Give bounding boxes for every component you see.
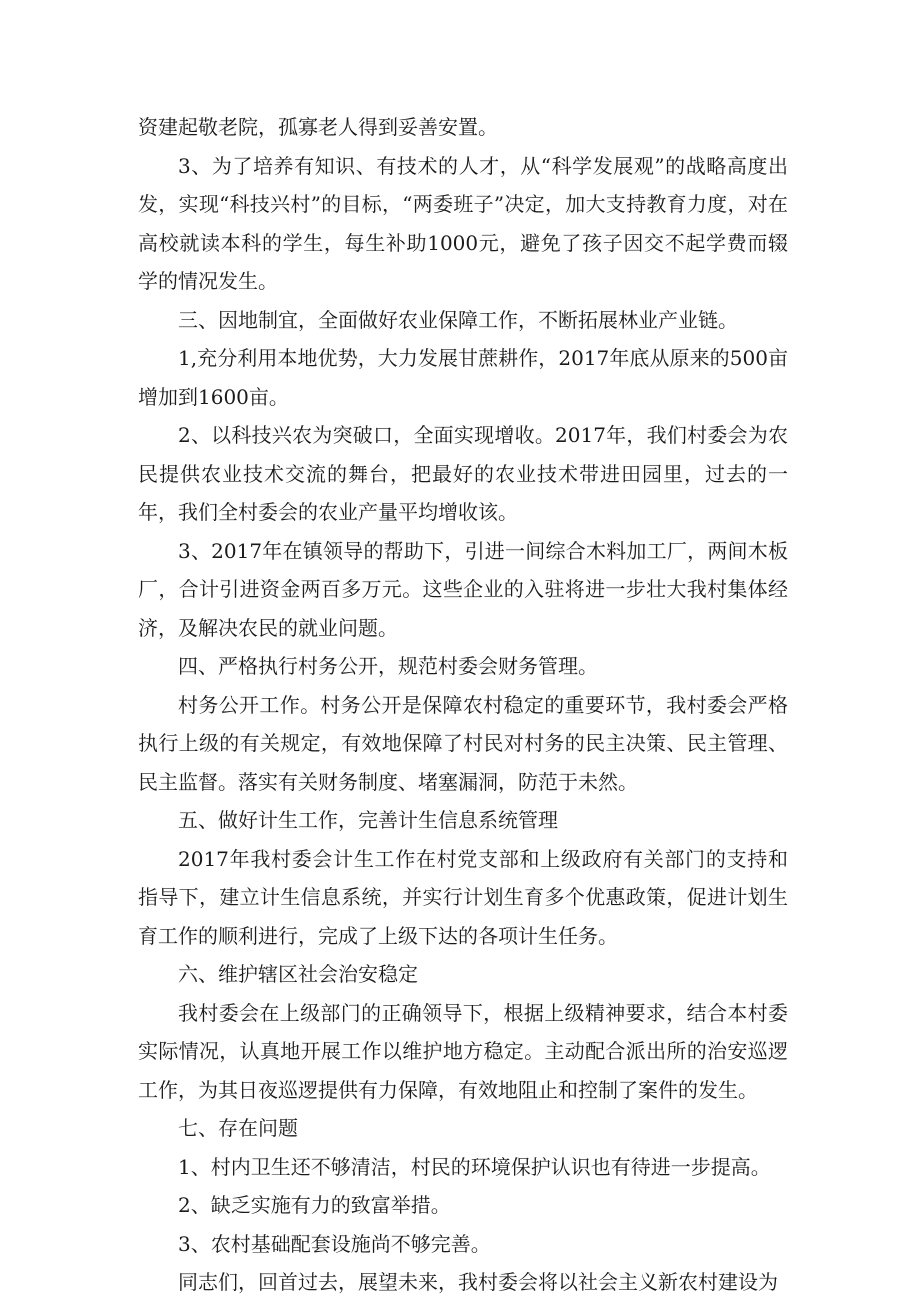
paragraph-wood-factory: 3、2017年在镇领导的帮助下，引进一间综合木料加工厂，两间木板厂，合计引进资金两百多万元。这些企业的入驻将进一步壮大我村集体经济，及解决农民的就业问题。 — [138, 538, 788, 640]
document-body — [138, 108, 788, 1302]
section-heading-village-affairs: 四、严格执行村务公开，规范村委会财务管理。 — [178, 654, 598, 678]
paragraph-continuation: 资建起敬老院，孤寡老人得到妥善安置。 — [138, 115, 498, 139]
section-heading-agriculture: 三、因地制宜，全面做好农业保障工作，不断拓展林业产业链。 — [178, 307, 738, 332]
section-heading-problems: 七、存在问题 — [178, 1116, 298, 1140]
problem-item-sanitation: 1、村内卫生还不够清洁，村民的环境保护认识也有待进一步提高。 — [178, 1154, 771, 1179]
problem-item-prosperity: 2、缺乏实施有力的致富举措。 — [178, 1193, 451, 1217]
paragraph-family-planning: 2017年我村委会计生工作在村党支部和上级政府有关部门的支持和指导下，建立计生信息系统，并实行计划生育多个优惠政策，促进计划生育工作的顺利进行，完成了上级下达的各项计生任务。 — [138, 846, 788, 948]
paragraph-village-affairs: 村务公开工作。村务公开是保障农村稳定的重要环节，我村委会严格执行上级的有关规定，有效地保障了村民对村务的民主决策、民主管理、民主监督。落实有关财务制度、堵塞漏洞，防范于未然。 — [138, 692, 788, 794]
paragraph-closing: 同志们，回首过去，展望未来，我村委会将以社会主义新农村建设为 — [178, 1270, 778, 1294]
paragraph-education-subsidy: 3、为了培养有知识、有技术的人才，从“科学发展观”的战略高度出发，实现“科技兴村”的目标，“两委班子”决定，加大支持教育力度，对在高校就读本科的学生，每生补助1000元，避免了孩子因交不起学费而辍学的情况发生。 — [138, 153, 788, 293]
paragraph-tech-agriculture: 2、以科技兴农为突破口，全面实现增收。2017年，我们村委会为农民提供农业技术交流的舞台，把最好的农业技术带进田园里，过去的一年，我们全村委会的农业产量平均增收该。 — [138, 423, 788, 524]
paragraph-sugarcane: 1,充分利用本地优势，大力发展甘蔗耕作，2017年底从原来的500亩增加到1600亩。 — [138, 346, 788, 409]
section-heading-public-security: 六、维护辖区社会治安稳定 — [178, 962, 418, 986]
section-heading-family-planning: 五、做好计生工作，完善计生信息系统管理 — [178, 808, 558, 832]
paragraph-public-security: 我村委会在上级部门的正确领导下，根据上级精神要求，结合本村委实际情况，认真地开展工作以维护地方稳定。主动配合派出所的治安巡逻工作，为其日夜巡逻提供有力保障，有效地阻止和控制了案件的发生。 — [138, 1000, 788, 1102]
problem-item-infrastructure: 3、农村基础配套设施尚不够完善。 — [178, 1231, 491, 1256]
